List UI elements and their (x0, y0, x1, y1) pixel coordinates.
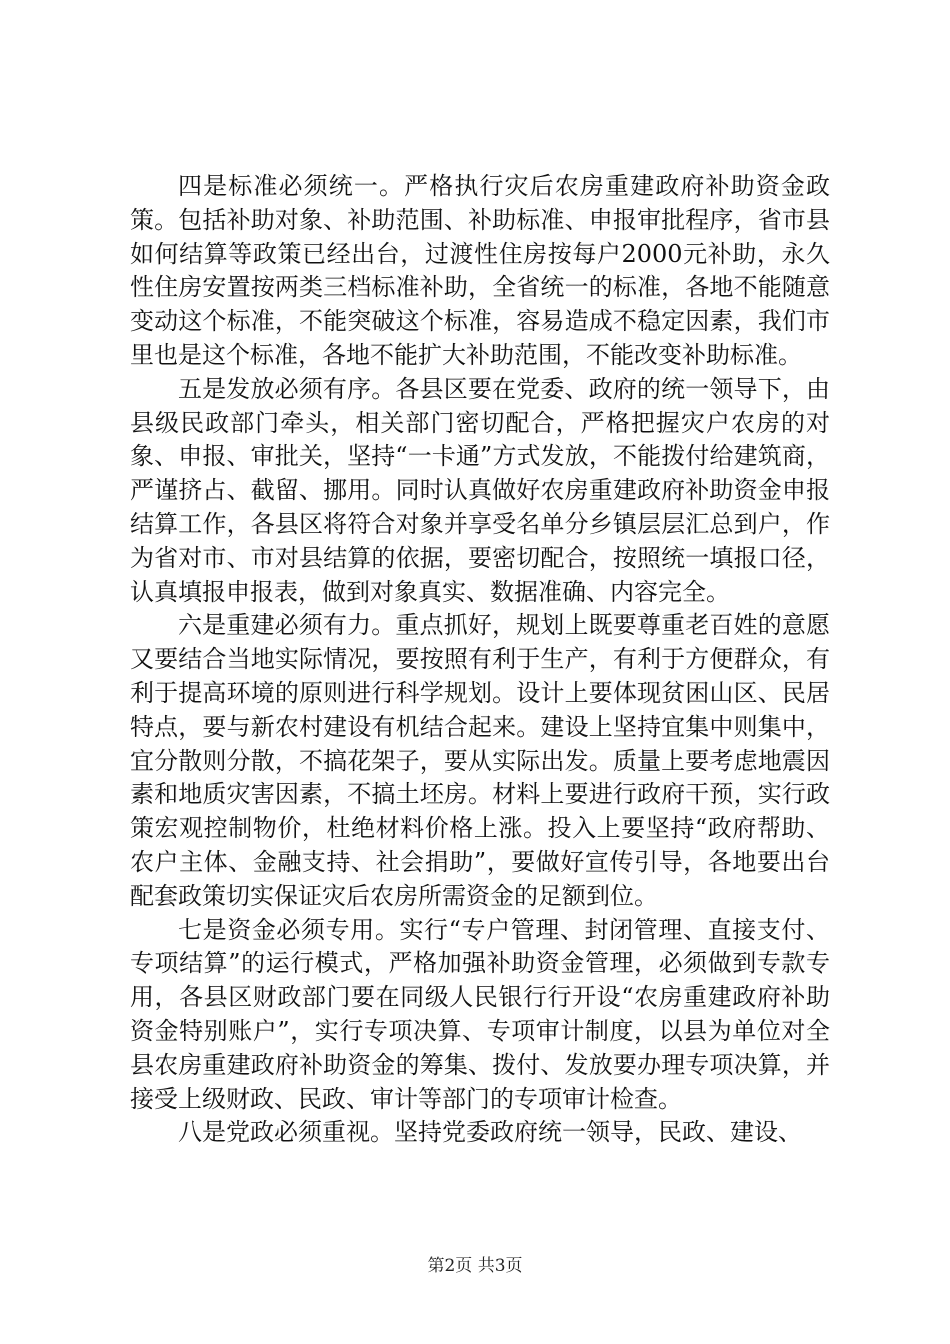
paragraph-dedicated-funds: 七是资金必须专用。实行“专户管理、封闭管理、直接支付、专项结算”的运行模式，严格加强补助资金管理，必须做到专款专用，各县区财政部门要在同级人民银行行开设“农房重建政府补助资金特别账户”，实行专项决算、专项审计制度，以县为单位对全县农房重建政府补助资金的筹集、拨付、发放要办理专项决算，并接受上级财政、民政、审计等部门的专项审计检查。 (130, 915, 830, 1113)
document-body (130, 170, 830, 1150)
page-footer: 第2页 共3页 (427, 1256, 523, 1276)
paragraph-party-attention: 八是党政必须重视。坚持党委政府统一领导，民政、建设、 (178, 1118, 802, 1147)
paragraph-forceful-reconstruction: 六是重建必须有力。重点抓好，规划上既要尊重老百姓的意愿又要结合当地实际情况，要按照有利于生产，有利于方便群众，有利于提高环境的原则进行科学规划。设计上要体现贫困山区、民居特点，要与新农村建设有机结合起来。建设上坚持宜集中则集中，宜分散则分散，不搞花架子，要从实际出发。质量上要考虑地震因素和地质灾害因素，不搞土坯房。材料上要进行政府干预，实行政策宏观控制物价，杜绝材料价格上涨。投入上要坚持“政府帮助、农户主体、金融支持、社会捐助”，要做好宣传引导，各地要出台配套政策切实保证灾后农房所需资金的足额到位。 (130, 611, 830, 910)
paragraph-standards-unified: 四是标准必须统一。严格执行灾后农房重建政府补助资金政策。包括补助对象、补助范围、补助标准、申报审批程序，省市县如何结算等政策已经出台，过渡性住房按每户2000元补助，永久性住房安置按两类三档标准补助，全省统一的标准，各地不能随意变动这个标准，不能突破这个标准，容易造成不稳定因素，我们市里也是这个标准，各地不能扩大补助范围，不能改变补助标准。 (130, 172, 830, 369)
paragraph-orderly-distribution: 五是发放必须有序。各县区要在党委、政府的统一领导下，由县级民政部门牵头，相关部门密切配合，严格把握灾户农房的对象、申报、审批关，坚持“一卡通”方式发放，不能拨付给建筑商，严谨挤占、截留、挪用。同时认真做好农房重建政府补助资金申报结算工作，各县区将符合对象并享受名单分乡镇层层汇总到户，作为省对市、市对县结算的依据，要密切配合，按照统一填报口径，认真填报申报表，做到对象真实、数据准确、内容完全。 (130, 374, 830, 606)
